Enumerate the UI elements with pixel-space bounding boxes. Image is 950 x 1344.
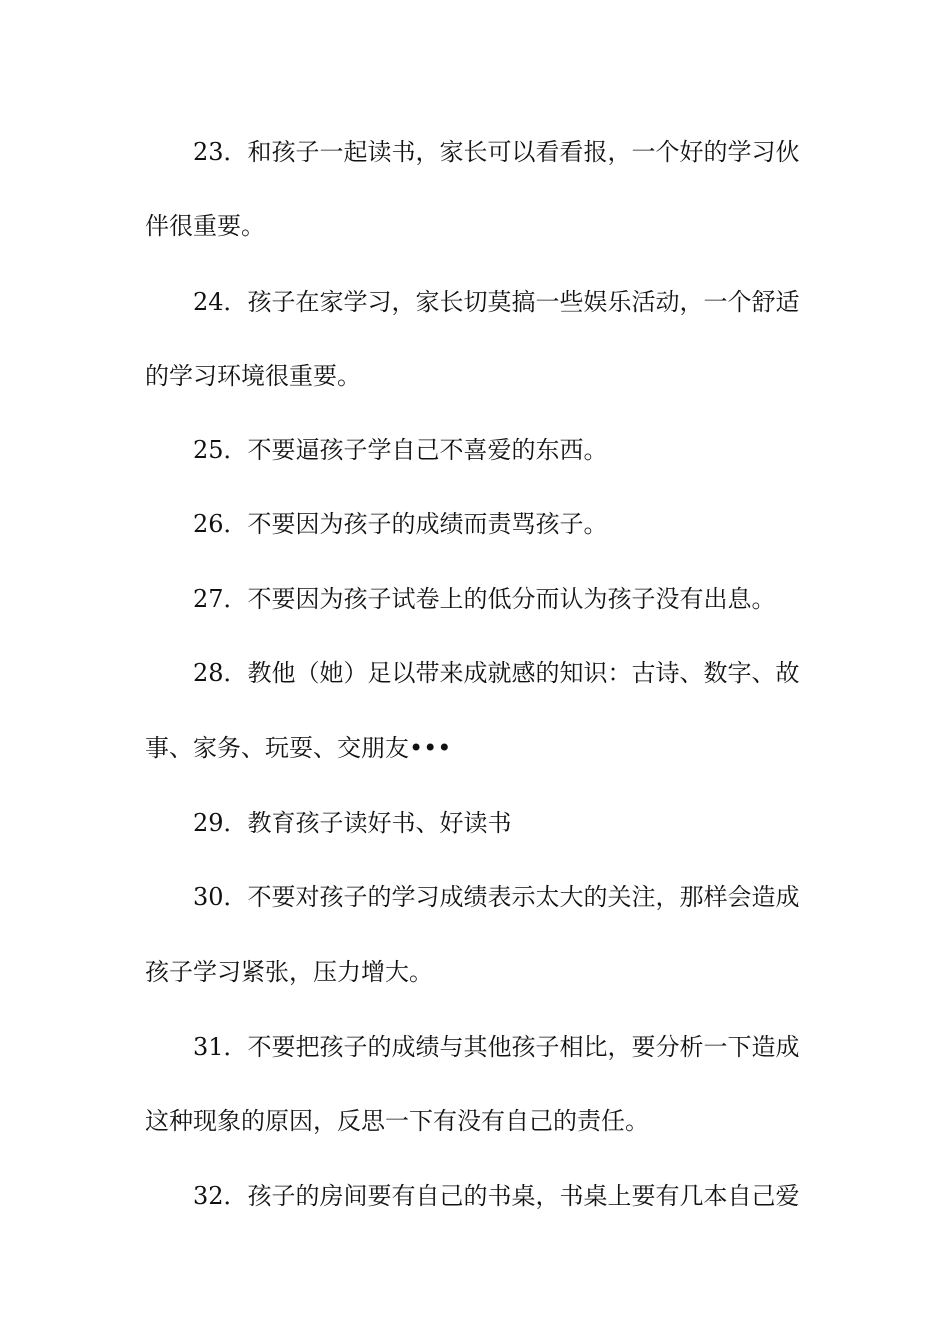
paragraph-30-line-1: 30．不要对孩子的学习成绩表示太大的关注，那样会造成: [193, 883, 800, 911]
paragraph-26: 26．不要因为孩子的成绩而责骂孩子。: [193, 510, 608, 538]
paragraph-30-line-2: 孩子学习紧张，压力增大。: [145, 958, 433, 986]
paragraph-25: 25．不要逼孩子学自己不喜爱的东西。: [193, 436, 608, 464]
paragraph-28-line-1: 28．教他（她）足以带来成就感的知识：古诗、数字、故: [193, 659, 800, 687]
paragraph-23-line-2: 伴很重要。: [145, 212, 265, 240]
paragraph-31-line-1: 31．不要把孩子的成绩与其他孩子相比，要分析一下造成: [193, 1033, 800, 1061]
paragraph-24-line-2: 的学习环境很重要。: [145, 362, 361, 390]
paragraph-27: 27．不要因为孩子试卷上的低分而认为孩子没有出息。: [193, 585, 776, 613]
paragraph-29: 29．教育孩子读好书、好读书: [193, 809, 512, 837]
paragraph-32-line-1: 32．孩子的房间要有自己的书桌，书桌上要有几本自己爱: [193, 1182, 800, 1210]
paragraph-28-line-2: 事、家务、玩耍、交朋友•••: [145, 734, 452, 762]
paragraph-31-line-2: 这种现象的原因，反思一下有没有自己的责任。: [145, 1107, 649, 1135]
paragraph-23-line-1: 23．和孩子一起读书，家长可以看看报，一个好的学习伙: [193, 138, 800, 166]
paragraph-24-line-1: 24．孩子在家学习，家长切莫搞一些娱乐活动，一个舒适: [193, 288, 800, 316]
